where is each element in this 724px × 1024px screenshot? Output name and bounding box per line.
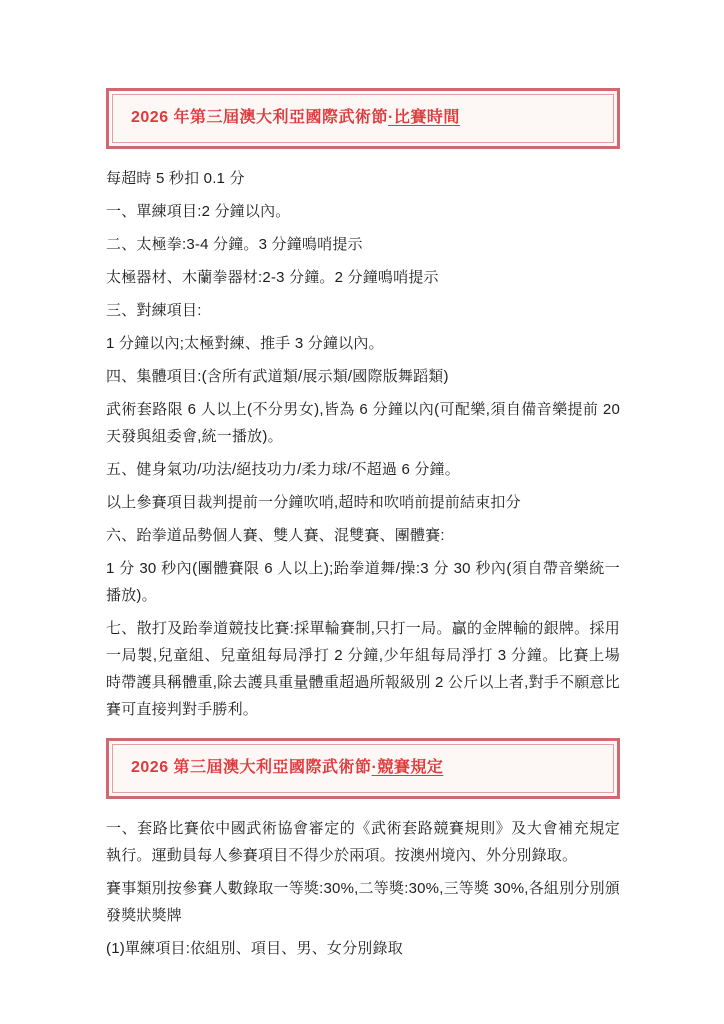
- section2-body: [106, 815, 620, 962]
- paragraph: 五、健身氣功/功法/絕技功力/柔力球/不超過 6 分鐘。: [106, 461, 460, 478]
- paragraph: 每超時 5 秒扣 0.1 分: [106, 170, 245, 187]
- section2-title-underlined: ·競賽規定: [371, 759, 444, 776]
- paragraph: 武術套路限 6 人以上(不分男女),皆為 6 分鐘以內(可配樂,須自備音樂提前 20 天發與組委會,統一播放)。: [106, 401, 620, 445]
- paragraph: 六、跆拳道品勢個人賽、雙人賽、混雙賽、團體賽:: [106, 527, 445, 544]
- section-competition-rules: [106, 738, 620, 962]
- paragraph: 太極器材、木蘭拳器材:2-3 分鐘。2 分鐘鳴哨提示: [106, 269, 439, 286]
- paragraph: 七、散打及跆拳道競技比賽:採單輪賽制,只打一局。贏的金牌輸的銀牌。採用一局製,兒童組、兒童組每局淨打 2 分鐘,少年組每局淨打 3 分鐘。比賽上場時帶護具稱體重,除去護具重量體重超過所報級別 2 公斤以上者,對手不願意比賽可直接判對手勝利。: [106, 620, 620, 718]
- section2-title-box-inner: [112, 744, 614, 793]
- section1-title-box: [106, 88, 620, 149]
- section1-title: [131, 107, 595, 128]
- paragraph: 三、對練項目:: [106, 302, 202, 319]
- paragraph: 1 分鐘以內;太極對練、推手 3 分鐘以內。: [106, 335, 384, 352]
- paragraph: (1)單練項目:依組別、項目、男、女分別錄取: [106, 940, 403, 957]
- section1-title-underlined: ·比賽時間: [388, 109, 460, 126]
- paragraph: 一、套路比賽依中國武術協會審定的《武術套路競賽規則》及大會補充規定執行。運動員每人參賽項目不得少於兩項。按澳州境內、外分別錄取。: [106, 820, 620, 864]
- paragraph: 1 分 30 秒內(團體賽限 6 人以上);跆拳道舞/操:3 分 30 秒內(須自帶音樂統一播放)。: [106, 560, 620, 604]
- section1-title-prefix: 2026 年第三屆澳大利亞國際武術節: [131, 109, 389, 126]
- section2-title-prefix: 2026 第三屆澳大利亞國際武術節: [131, 759, 372, 776]
- paragraph: 以上參賽項目裁判提前一分鐘吹哨,超時和吹哨前提前結束扣分: [106, 494, 521, 511]
- section1-body: [106, 165, 620, 723]
- paragraph: 四、集體項目:(含所有武道類/展示類/國際版舞蹈類): [106, 368, 449, 385]
- section2-title: [131, 757, 595, 778]
- paragraph: 二、太極拳:3-4 分鐘。3 分鐘鳴哨提示: [106, 236, 363, 253]
- paragraph: 一、單練項目:2 分鐘以內。: [106, 203, 291, 220]
- section-competition-time: [106, 88, 620, 723]
- document-content: [106, 88, 620, 968]
- paragraph: 賽事類別按參賽人數錄取一等獎:30%,二等獎:30%,三等獎 30%,各組別分別頒發獎狀獎牌: [106, 880, 620, 924]
- section1-title-box-inner: [112, 94, 614, 143]
- section2-title-box: [106, 738, 620, 799]
